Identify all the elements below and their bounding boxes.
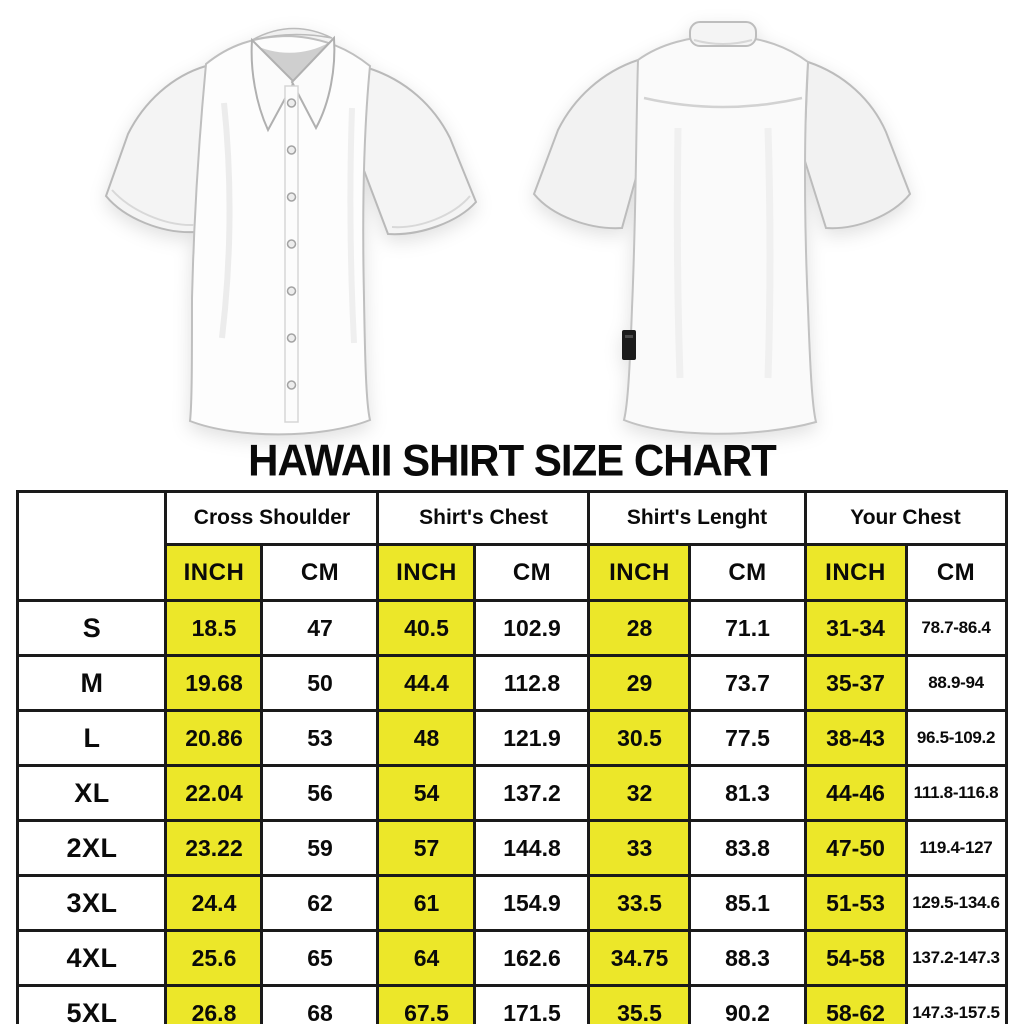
cm-value-cell: 81.3	[690, 766, 805, 821]
inch-value-cell: 44.4	[378, 656, 475, 711]
front-placket	[285, 86, 298, 422]
cm-value-cell: 53	[262, 711, 378, 766]
size-label-cell: XL	[18, 766, 166, 821]
inch-value-cell: 26.8	[166, 986, 262, 1024]
back-hem-tag-stripe	[625, 335, 633, 338]
cm-value-cell: 102.9	[475, 601, 589, 656]
front-right-sleeve	[360, 68, 476, 234]
cm-value-cell: 137.2-147.3	[906, 931, 1006, 986]
cm-value-cell: 47	[262, 601, 378, 656]
cm-value-cell: 147.3-157.5	[906, 986, 1006, 1024]
shirt-back-illustration	[518, 8, 922, 444]
size-label-cell: S	[18, 601, 166, 656]
group-header-row	[18, 492, 1006, 545]
column-group-your-chest: Your Chest	[805, 492, 1006, 545]
size-label-cell: 3XL	[18, 876, 166, 931]
size-rows	[18, 601, 1006, 1024]
cm-value-cell: 71.1	[690, 601, 805, 656]
shirt-front-illustration	[102, 8, 480, 446]
cm-value-cell: 88.3	[690, 931, 805, 986]
size-row	[18, 986, 1006, 1024]
front-fold-right	[350, 108, 354, 343]
back-fold-right	[768, 128, 770, 378]
inch-value-cell: 24.4	[166, 876, 262, 931]
inch-value-cell: 61	[378, 876, 475, 931]
inch-value-cell: 58-62	[805, 986, 906, 1024]
cm-value-cell: 111.8-116.8	[906, 766, 1006, 821]
size-row	[18, 931, 1006, 986]
size-chart-table	[16, 490, 1007, 1024]
cm-value-cell: 73.7	[690, 656, 805, 711]
cm-value-cell: 96.5-109.2	[906, 711, 1006, 766]
inch-value-cell: 29	[589, 656, 690, 711]
unit-header-cm: CM	[262, 545, 378, 601]
cm-value-cell: 144.8	[475, 821, 589, 876]
cm-value-cell: 119.4-127	[906, 821, 1006, 876]
size-row	[18, 876, 1006, 931]
cm-value-cell: 137.2	[475, 766, 589, 821]
inch-value-cell: 33	[589, 821, 690, 876]
inch-value-cell: 33.5	[589, 876, 690, 931]
inch-value-cell: 40.5	[378, 601, 475, 656]
cm-value-cell: 162.6	[475, 931, 589, 986]
inch-value-cell: 20.86	[166, 711, 262, 766]
back-left-sleeve	[534, 60, 642, 228]
inch-value-cell: 48	[378, 711, 475, 766]
cm-value-cell: 154.9	[475, 876, 589, 931]
inch-value-cell: 18.5	[166, 601, 262, 656]
unit-header-cm: CM	[690, 545, 805, 601]
inch-value-cell: 34.75	[589, 931, 690, 986]
size-label-cell: 5XL	[18, 986, 166, 1024]
inch-value-cell: 57	[378, 821, 475, 876]
inch-value-cell: 23.22	[166, 821, 262, 876]
size-chart-header	[18, 492, 1006, 601]
cm-value-cell: 62	[262, 876, 378, 931]
cm-value-cell: 171.5	[475, 986, 589, 1024]
page-title: HAWAII SHIRT SIZE CHART	[248, 435, 776, 486]
inch-value-cell: 47-50	[805, 821, 906, 876]
inch-value-cell: 54	[378, 766, 475, 821]
cm-value-cell: 85.1	[690, 876, 805, 931]
cm-value-cell: 65	[262, 931, 378, 986]
inch-value-cell: 25.6	[166, 931, 262, 986]
inch-value-cell: 64	[378, 931, 475, 986]
size-row	[18, 821, 1006, 876]
cm-value-cell: 50	[262, 656, 378, 711]
inch-value-cell: 51-53	[805, 876, 906, 931]
unit-header-cm: CM	[475, 545, 589, 601]
column-group-shirts-chest: Shirt's Chest	[378, 492, 589, 545]
unit-header-inch: INCH	[805, 545, 906, 601]
inch-value-cell: 54-58	[805, 931, 906, 986]
size-row	[18, 601, 1006, 656]
inch-value-cell: 67.5	[378, 986, 475, 1024]
size-label-cell: 4XL	[18, 931, 166, 986]
back-fold-left	[677, 128, 680, 378]
size-row	[18, 711, 1006, 766]
size-row	[18, 766, 1006, 821]
inch-value-cell: 35.5	[589, 986, 690, 1024]
column-group-cross-shoulder: Cross Shoulder	[166, 492, 378, 545]
column-group-shirts-length: Shirt's Lenght	[589, 492, 805, 545]
unit-header-cm: CM	[906, 545, 1006, 601]
inch-value-cell: 32	[589, 766, 690, 821]
back-body	[624, 36, 816, 434]
cm-value-cell: 88.9-94	[906, 656, 1006, 711]
cm-value-cell: 90.2	[690, 986, 805, 1024]
size-label-cell: L	[18, 711, 166, 766]
unit-header-inch: INCH	[166, 545, 262, 601]
cm-value-cell: 129.5-134.6	[906, 876, 1006, 931]
back-hem-tag	[622, 330, 636, 360]
inch-value-cell: 38-43	[805, 711, 906, 766]
cm-value-cell: 77.5	[690, 711, 805, 766]
unit-header-row	[18, 545, 1006, 601]
cm-value-cell: 59	[262, 821, 378, 876]
cm-value-cell: 112.8	[475, 656, 589, 711]
inch-value-cell: 35-37	[805, 656, 906, 711]
inch-value-cell: 30.5	[589, 711, 690, 766]
unit-header-inch: INCH	[589, 545, 690, 601]
cm-value-cell: 78.7-86.4	[906, 601, 1006, 656]
inch-value-cell: 28	[589, 601, 690, 656]
back-right-sleeve	[804, 62, 910, 228]
cm-value-cell: 56	[262, 766, 378, 821]
cm-value-cell: 83.8	[690, 821, 805, 876]
cm-value-cell: 121.9	[475, 711, 589, 766]
inch-value-cell: 22.04	[166, 766, 262, 821]
size-row	[18, 656, 1006, 711]
inch-value-cell: 44-46	[805, 766, 906, 821]
corner-cell	[18, 492, 166, 601]
size-label-cell: M	[18, 656, 166, 711]
inch-value-cell: 19.68	[166, 656, 262, 711]
cm-value-cell: 68	[262, 986, 378, 1024]
shirt-images-row	[0, 0, 1024, 446]
unit-header-inch: INCH	[378, 545, 475, 601]
inch-value-cell: 31-34	[805, 601, 906, 656]
size-label-cell: 2XL	[18, 821, 166, 876]
